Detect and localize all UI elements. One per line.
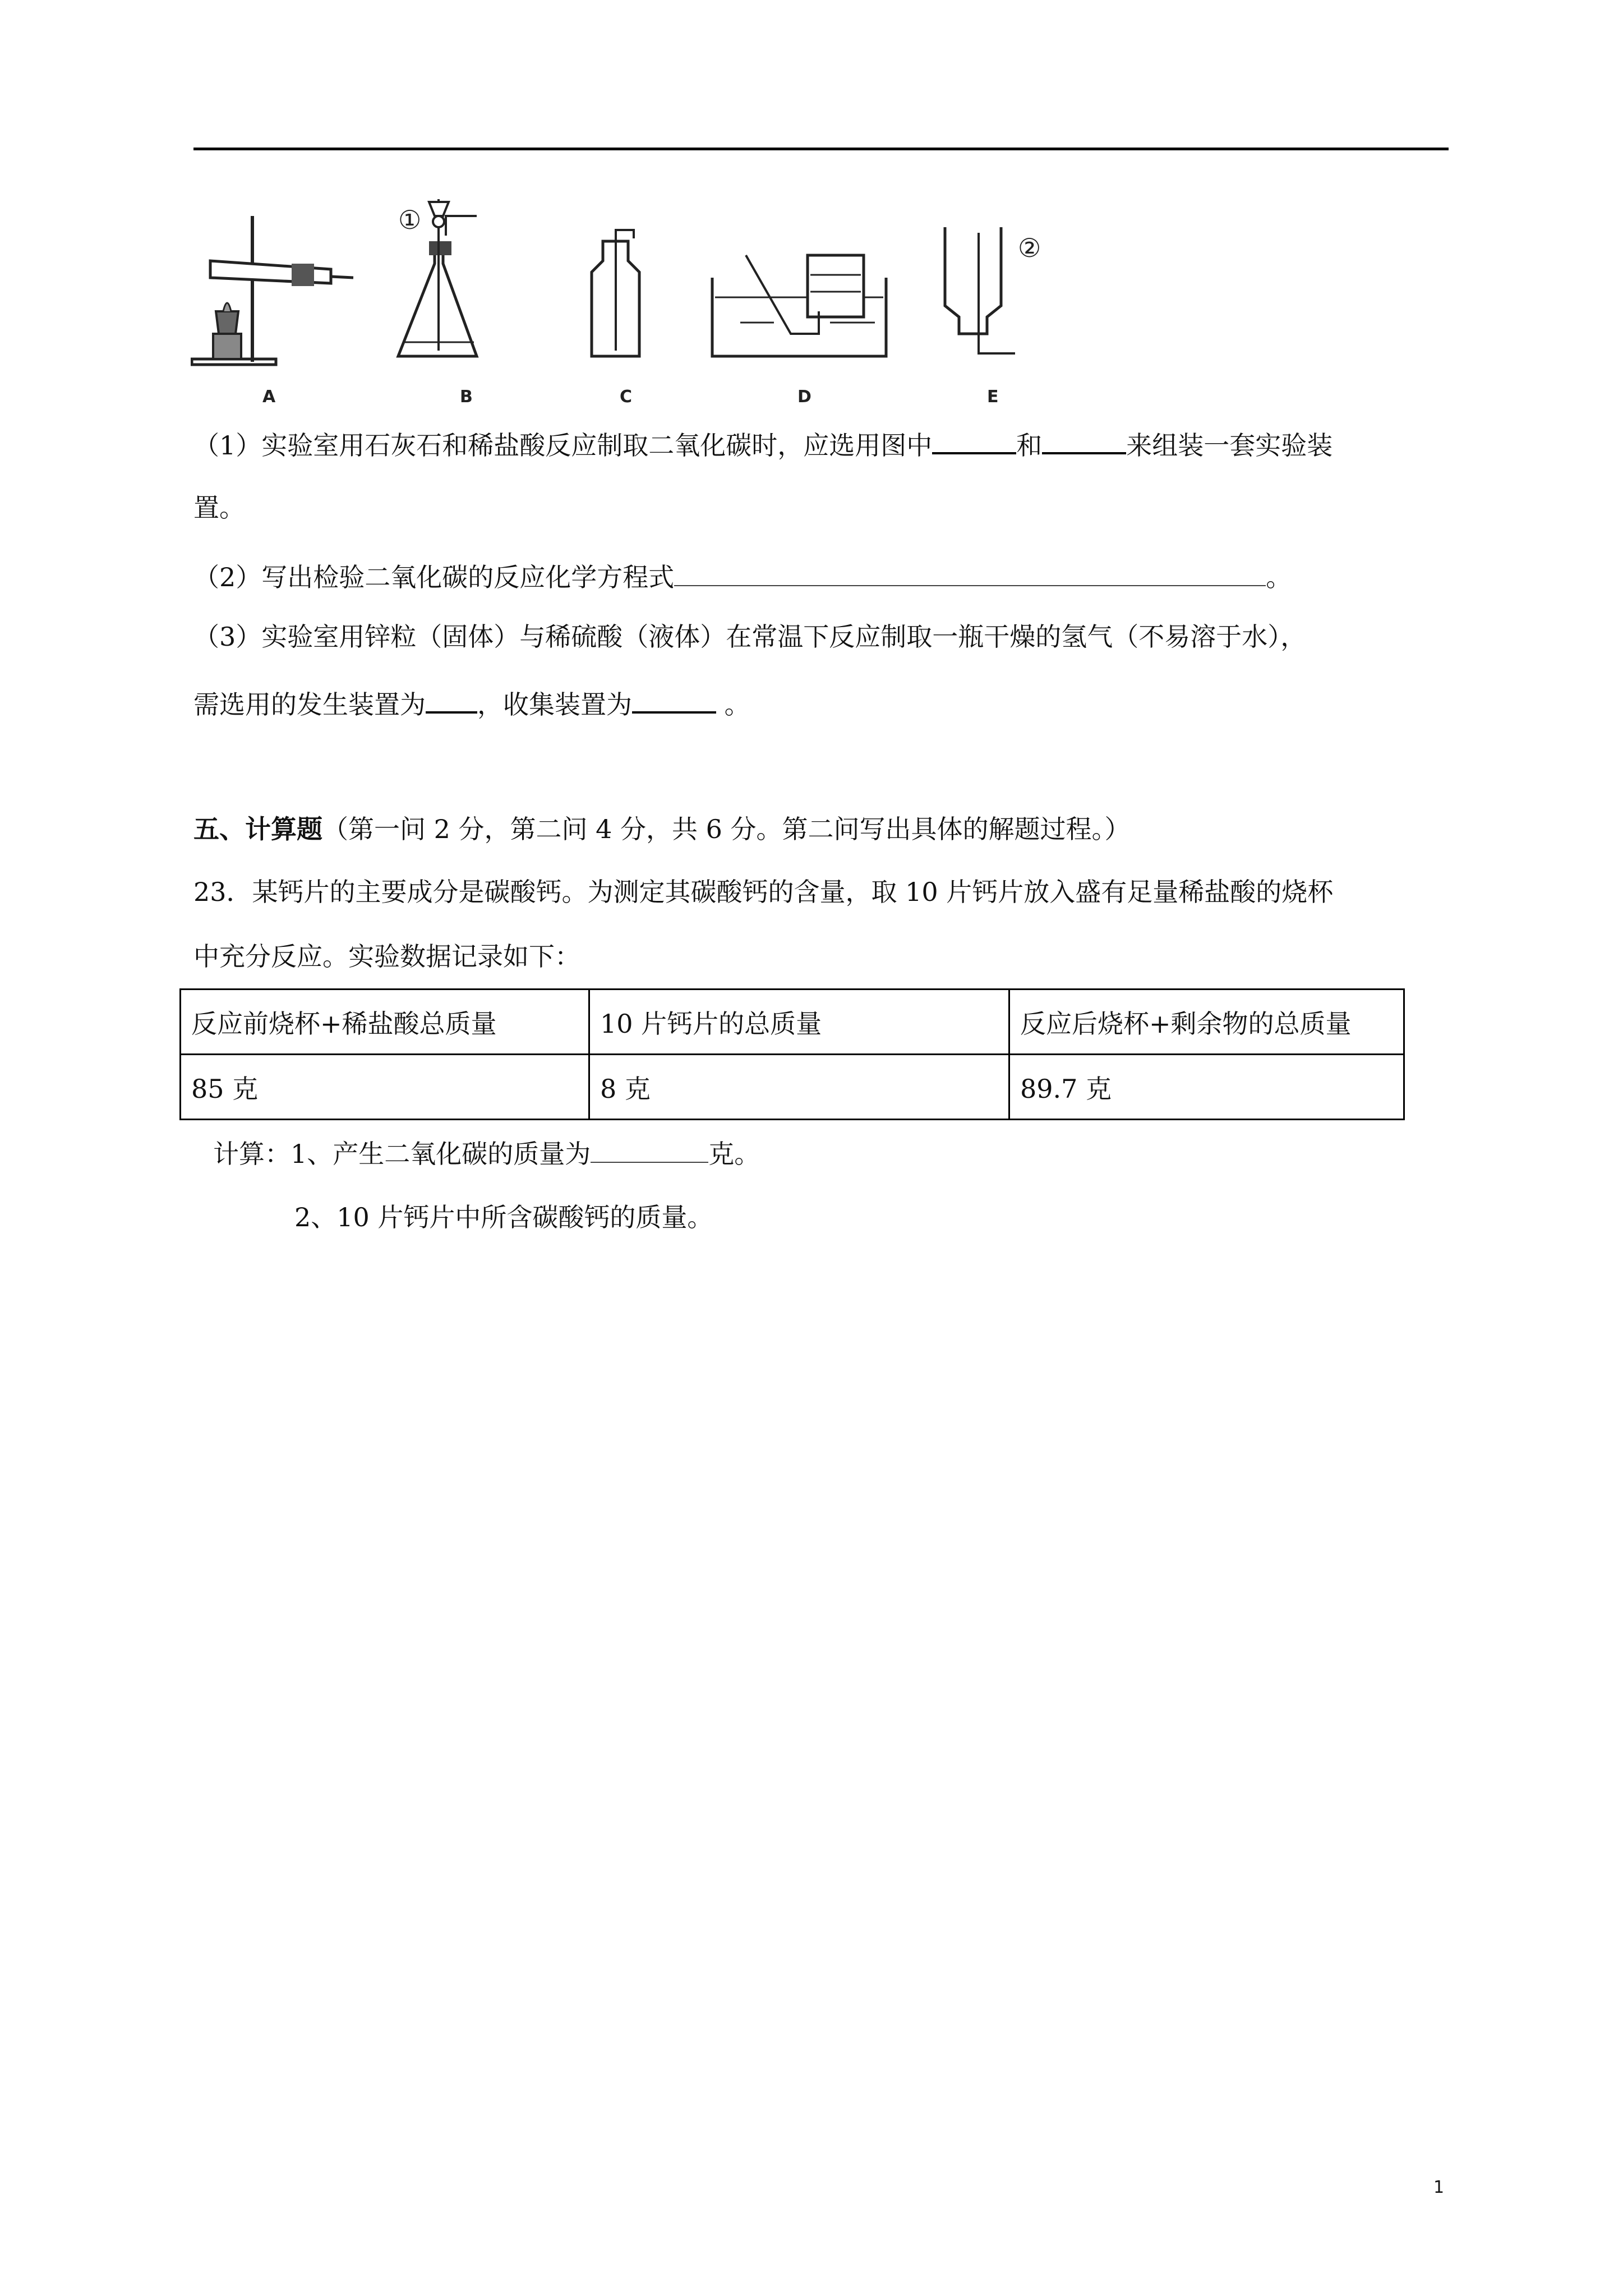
q1-continuation: 置。 xyxy=(193,493,245,523)
page-number: 1 xyxy=(1433,2178,1445,2197)
table-header-cell: 反应后烧杯+剩余物的总质量 xyxy=(1009,990,1404,1055)
calc-line-1 xyxy=(213,1135,760,1171)
section5-title: 五、计算题 xyxy=(193,814,322,844)
q3-line-2 xyxy=(193,684,750,721)
q3-text-mid: ，收集装置为 xyxy=(477,689,632,720)
apparatus-e-drawing xyxy=(937,194,1049,373)
label-b: B xyxy=(460,387,473,407)
apparatus-figure xyxy=(191,194,1088,418)
apparatus-a-drawing xyxy=(191,194,359,373)
apparatus-c-drawing xyxy=(583,194,662,373)
q23-line-1: 23．某钙片的主要成分是碳酸钙。为测定其碳酸钙的含量，取 10 片钙片放入盛有足量稀盐酸的烧杯 xyxy=(193,877,1334,907)
label-c: C xyxy=(620,387,633,407)
table-header-cell: 10 片钙片的总质量 xyxy=(589,990,1009,1055)
q2-line xyxy=(193,558,1292,594)
section5-heading xyxy=(193,812,1131,846)
q2-answer-blank[interactable] xyxy=(674,558,1266,586)
label-a: A xyxy=(262,387,276,407)
header-rule xyxy=(193,148,1449,150)
q1-line xyxy=(193,425,1332,462)
label-d: D xyxy=(797,387,811,407)
q3-text-before: 需选用的发生装置为 xyxy=(193,689,426,720)
q1-answer-blank-2[interactable] xyxy=(1042,425,1126,454)
table-row xyxy=(181,1055,1404,1120)
marker-1: ① xyxy=(398,205,422,235)
q1-text-before: （1）实验室用石灰石和稀盐酸反应制取二氧化碳时，应选用图中 xyxy=(193,430,933,461)
marker-2: ② xyxy=(1018,233,1041,263)
table-cell: 89.7 克 xyxy=(1009,1055,1404,1120)
calc-text-before: 计算：1、产生二氧化碳的质量为 xyxy=(213,1139,591,1169)
q3-answer-blank-2[interactable] xyxy=(632,684,716,714)
calc-text-after: 克。 xyxy=(708,1139,760,1169)
apparatus-d-drawing xyxy=(707,194,892,373)
calc-line-2: 2、10 片钙片中所含碳酸钙的质量。 xyxy=(294,1202,713,1232)
q1-text-mid: 和 xyxy=(1016,430,1043,461)
q3-answer-blank-1[interactable] xyxy=(426,684,477,714)
table-header-cell: 反应前烧杯+稀盐酸总质量 xyxy=(181,990,589,1055)
q1-text-after: 来组装一套实验装 xyxy=(1126,430,1333,461)
table-header-row xyxy=(181,990,1404,1055)
q23-line-2: 中充分反应。实验数据记录如下： xyxy=(193,941,580,972)
table-cell: 8 克 xyxy=(589,1055,1009,1120)
q3-line-1: （3）实验室用锌粒（固体）与稀硫酸（液体）在常温下反应制取一瓶干燥的氢气（不易溶于水）， xyxy=(193,622,1307,652)
q2-text-before: （2）写出检验二氧化碳的反应化学方程式 xyxy=(193,562,675,592)
q1-answer-blank-1[interactable] xyxy=(932,425,1016,454)
calc-answer-blank[interactable] xyxy=(591,1135,708,1163)
q3-text-after: 。 xyxy=(716,689,750,720)
experiment-data-table xyxy=(179,988,1405,1120)
table-cell: 85 克 xyxy=(181,1055,589,1120)
label-e: E xyxy=(987,387,999,407)
q2-text-after: 。 xyxy=(1266,562,1292,592)
section5-note: （第一问 2 分，第二问 4 分，共 6 分。第二问写出具体的解题过程。） xyxy=(322,814,1131,844)
